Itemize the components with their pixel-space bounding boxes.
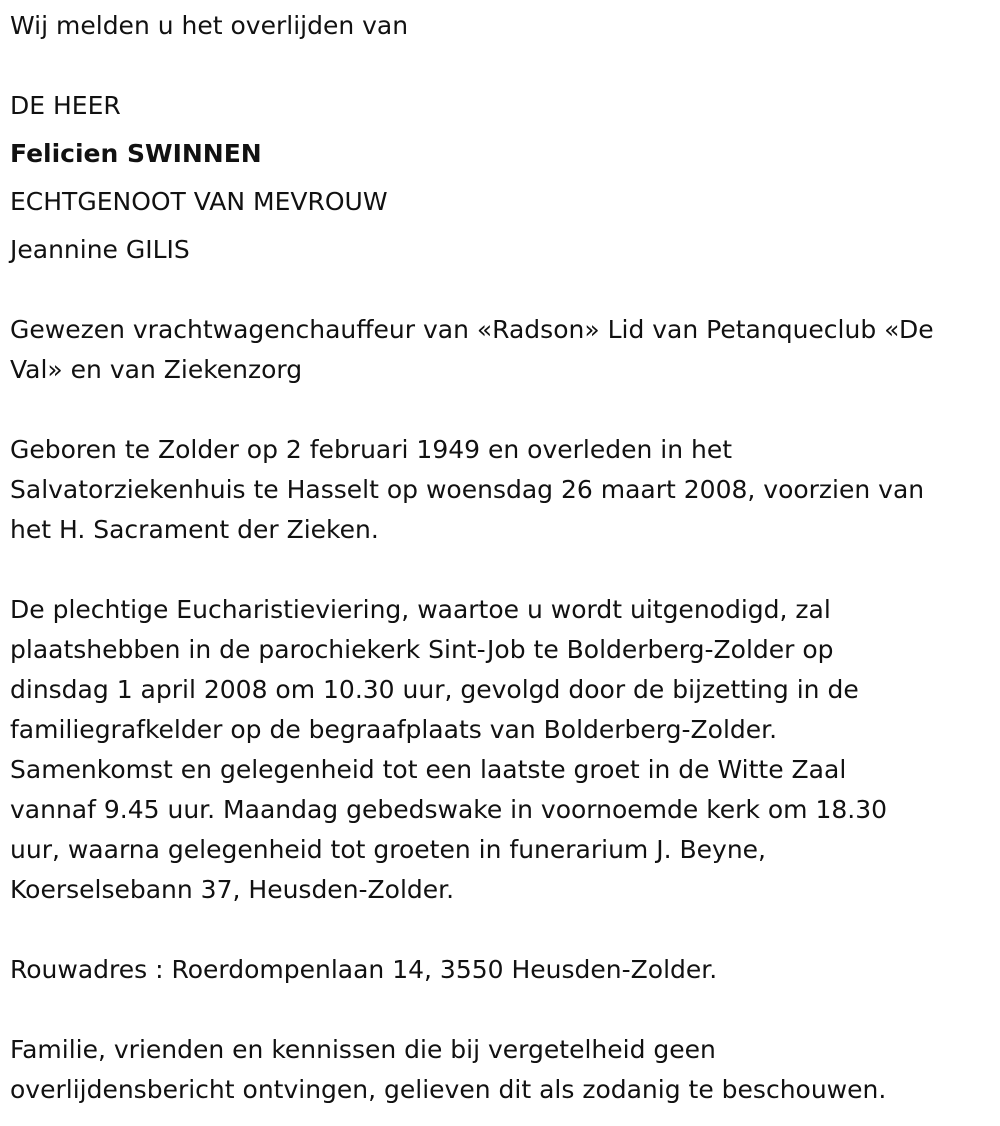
deceased-name: Felicien SWINNEN [10,139,262,168]
ceremony-line: vannaf 9.45 uur. Maandag gebedswake in voornoemde kerk om 18.30 [10,795,888,824]
ceremony-line: plaatshebben in de parochiekerk Sint-Job te Bolderberg-Zolder op [10,635,834,664]
birth-death-line: Salvatorziekenhuis te Hasselt op woensdag 26 maart 2008, voorzien van [10,475,925,504]
spouse-label: ECHTGENOOT VAN MEVROUW [10,187,388,216]
ceremony-line: dinsdag 1 april 2008 om 10.30 uur, gevolgd door de bijzetting in de [10,675,859,704]
ceremony-line: familiegrafkelder op de begraafplaats van Bolderberg-Zolder. [10,715,778,744]
ceremony-line: Samenkomst en gelegenheid tot een laatste groet in de Witte Zaal [10,755,847,784]
closing-line: Familie, vrienden en kennissen die bij vergetelheid geen [10,1035,716,1064]
title-text: DE HEER [10,91,121,120]
spouse-name: Jeannine GILIS [10,235,190,264]
intro-text: Wij melden u het overlijden van [10,11,409,40]
occupation-line: Val» en van Ziekenzorg [10,355,303,384]
address-text: Rouwadres : Roerdompenlaan 14, 3550 Heusden-Zolder. [10,955,718,984]
ceremony-line: Koerselsebann 37, Heusden-Zolder. [10,875,455,904]
ceremony-line: De plechtige Eucharistieviering, waartoe u wordt uitgenodigd, zal [10,595,831,624]
occupation-line: Gewezen vrachtwagenchauffeur van «Radson» Lid van Petanqueclub «De [10,315,934,344]
ceremony-line: uur, waarna gelegenheid tot groeten in funerarium J. Beyne, [10,835,766,864]
birth-death-line: Geboren te Zolder op 2 februari 1949 en overleden in het [10,435,733,464]
closing-line: overlijdensbericht ontvingen, gelieven dit als zodanig te beschouwen. [10,1075,887,1104]
birth-death-line: het H. Sacrament der Zieken. [10,515,379,544]
